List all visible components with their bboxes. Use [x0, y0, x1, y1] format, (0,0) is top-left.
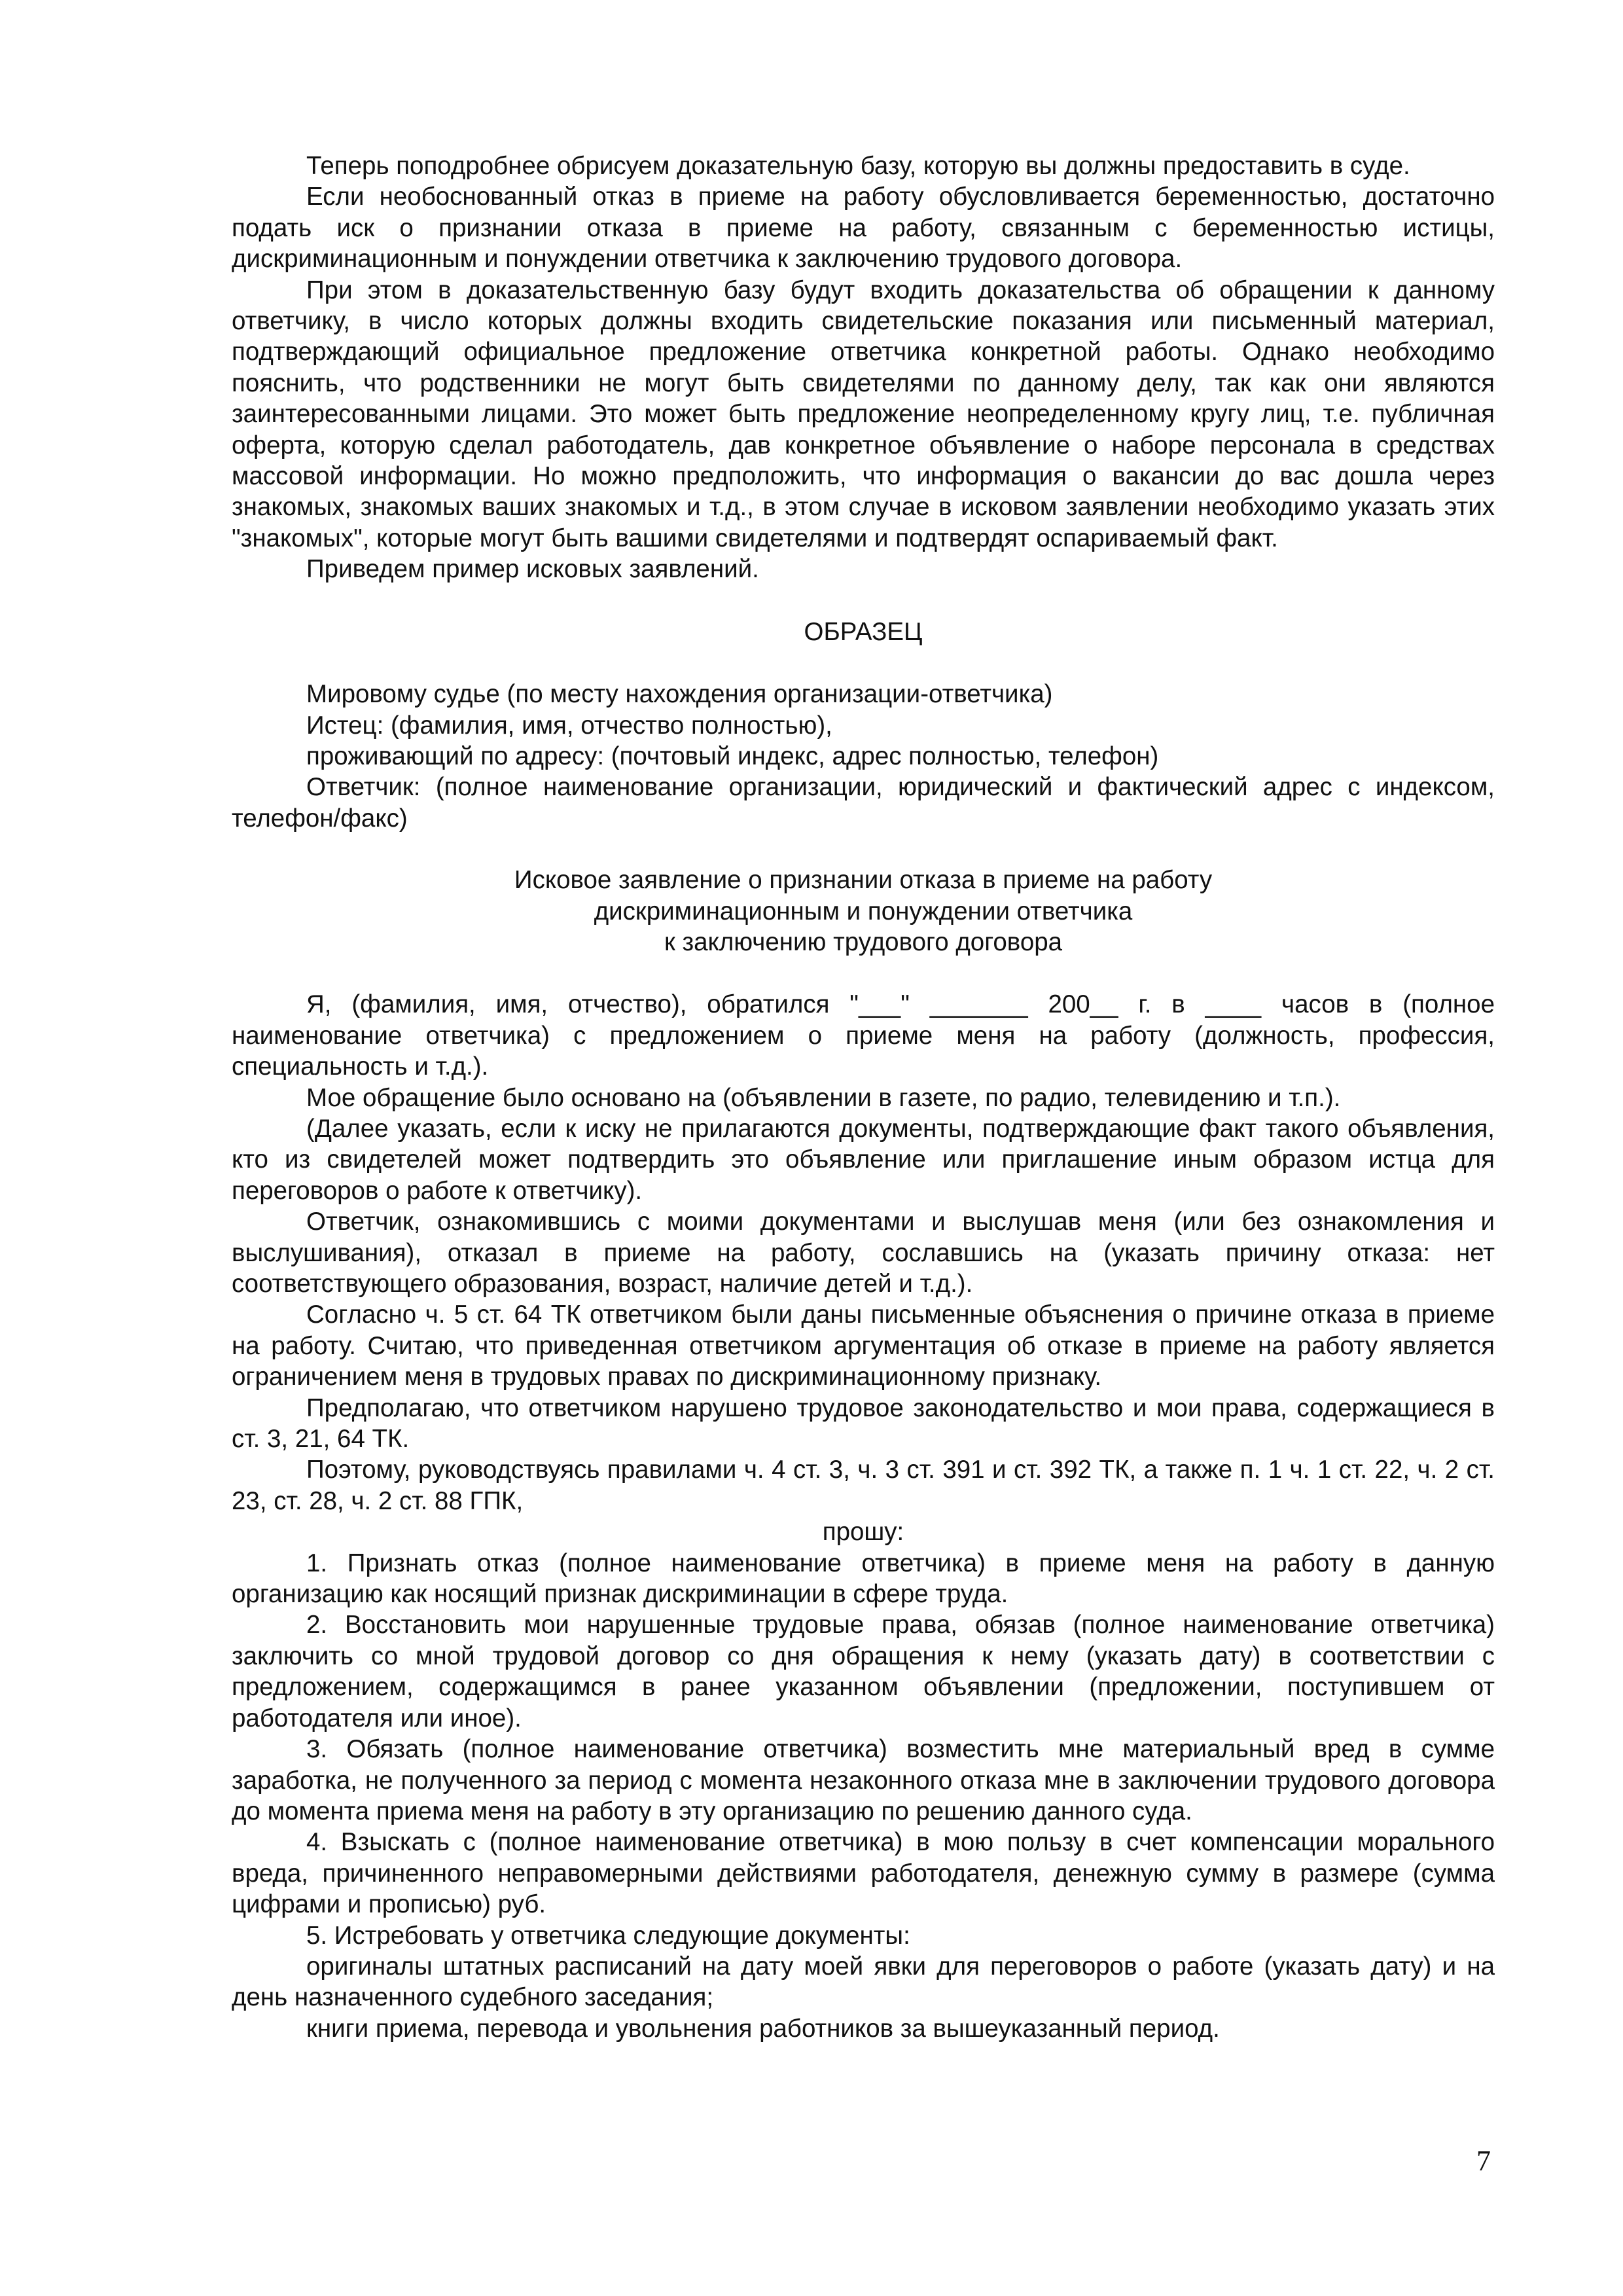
claim-paragraph: Мое обращение было основано на (объявлении в газете, по радио, телевидению и т.п.). — [306, 1083, 1341, 1112]
claim-paragraph: Я, (фамилия, имя, отчество), обратился "___" _______ 200__ г. в ____ часов в (полное наименование ответчика) с предложением о приеме меня на работу (должность, профессия, специальность и т.д.). — [232, 990, 1495, 1081]
document-page — [232, 151, 1495, 2044]
address-block — [232, 679, 1495, 834]
claim-paragraph: Поэтому, руководствуясь правилами ч. 4 ст. 3, ч. 3 ст. 391 и ст. 392 ТК, а также п. 1 ч. 1 ст. 22, ч. 2 ст. 23, ст. 28, ч. 2 ст. 88 ГПК, — [232, 1456, 1495, 1515]
request-item: 4. Взыскать с (полное наименование ответчика) в мою пользу в счет компенсации морального вреда, причиненного неправомерными действиями работодателя, денежную сумму в размере (сумма цифрами и прописью) руб. — [232, 1828, 1495, 1919]
request-word: прошу: — [822, 1518, 904, 1547]
claim-title-line: дискриминационным и понуждении ответчика — [594, 897, 1133, 925]
intro-paragraph: Если необоснованный отказ в приеме на работу обусловливается беременностью, достаточно подать иск о признании отказа в приеме на работу, связанным с беременностью истицы, дискриминационным и понуждении ответчика к заключению трудового договора. — [232, 183, 1495, 274]
request-list — [232, 1548, 1495, 2045]
sample-heading: ОБРАЗЕЦ — [804, 617, 923, 646]
request-item: 5. Истребовать у ответчика следующие документы: — [306, 1921, 910, 1950]
claim-title — [232, 865, 1495, 958]
intro-paragraph: Теперь поподробнее обрисуем доказательную базу, которую вы должны предоставить в суде. — [306, 152, 1410, 180]
request-item: 3. Обязать (полное наименование ответчика) возместить мне материальный вред в сумме заработка, не полученного за период с момента незаконного отказа мне в заключении трудового договора до момента приема меня на работу в эту организацию по решению данного суда. — [232, 1735, 1495, 1825]
claim-body — [232, 989, 1495, 1516]
request-item: 1. Признать отказ (полное наименование ответчика) в приеме меня на работу в данную организацию как носящий признак дискриминации в сфере труда. — [232, 1549, 1495, 1609]
claim-paragraph: Ответчик, ознакомившись с моими документами и выслушав меня (или без ознакомления и выслушивания), отказал в приеме на работу, сославшись на (указать причину отказа: нет соответствующего образования, возраст, наличие детей и т.д.). — [232, 1208, 1495, 1298]
address-line-residence: проживающий по адресу: (почтовый индекс, адрес полностью, телефон) — [306, 742, 1159, 770]
claim-paragraph: Предполагаю, что ответчиком нарушено трудовое законодательство и мои права, содержащиеся в ст. 3, 21, 64 ТК. — [232, 1393, 1495, 1454]
address-line-plaintiff: Истец: (фамилия, имя, отчество полностью), — [306, 711, 832, 740]
request-item: 2. Восстановить мои нарушенные трудовые права, обязав (полное наименование ответчика) заключить со мной трудовой договор со дня обращения к нему (указать дату) в соответствии с предложением, содержащимся в ранее указанном объявлении (предложении, поступившем от работодателя или иное). — [232, 1611, 1495, 1732]
claim-paragraph: (Далее указать, если к иску не прилагаются документы, подтверждающие факт такого объявления, кто из свидетелей может подтвердить это объявление или приглашение иным образом истца для переговоров о работе к ответчику). — [232, 1114, 1495, 1205]
intro-paragraph: При этом в доказательственную базу будут входить доказательства об обращении к данному ответчику, в число которых должны входить свидетельские показания или письменный материал, подтверждающий официальное предложение ответчика конкретной работы. Однако необходимо пояснить, что родственники не могут быть свидетелями по данному делу, так как они являются заинтересованными лицами. Это может быть предложение неопределенному кругу лиц, т.е. публичная оферта, которую сделал работодатель, дав конкретное объявление о наборе персонала в средствах массовой информации. Но можно предположить, что информация о вакансии до вас дошла через знакомых, знакомых ваших знакомых и т.д., в этом случае в исковом заявлении необходимо указать этих "знакомых", которые могут быть вашими свидетелями и подтвердят оспариваемый факт. — [232, 276, 1495, 552]
page-number: 7 — [1476, 2145, 1491, 2177]
claim-title-line: к заключению трудового договора — [664, 927, 1063, 956]
address-line-defendant: Ответчик: (полное наименование организации, юридический и фактический адрес с индексом, телефон/факс) — [232, 773, 1495, 833]
request-item: оригиналы штатных расписаний на дату моей явки для переговоров о работе (указать дату) и на день назначенного судебного заседания; — [232, 1952, 1495, 2012]
intro-paragraph: Приведем пример исковых заявлений. — [306, 555, 759, 584]
address-line-court: Мировому судье (по месту нахождения организации-ответчика) — [306, 680, 1053, 709]
request-item: книги приема, перевода и увольнения работников за вышеуказанный период. — [306, 2014, 1220, 2043]
claim-paragraph: Согласно ч. 5 ст. 64 ТК ответчиком были даны письменные объяснения о причине отказа в приеме на работу. Считаю, что приведенная ответчиком аргументация об отказе в приеме на работу является ограничением меня в трудовых правах по дискриминационному признаку. — [232, 1300, 1495, 1391]
claim-title-line: Исковое заявление о признании отказа в приеме на работу — [514, 866, 1213, 895]
